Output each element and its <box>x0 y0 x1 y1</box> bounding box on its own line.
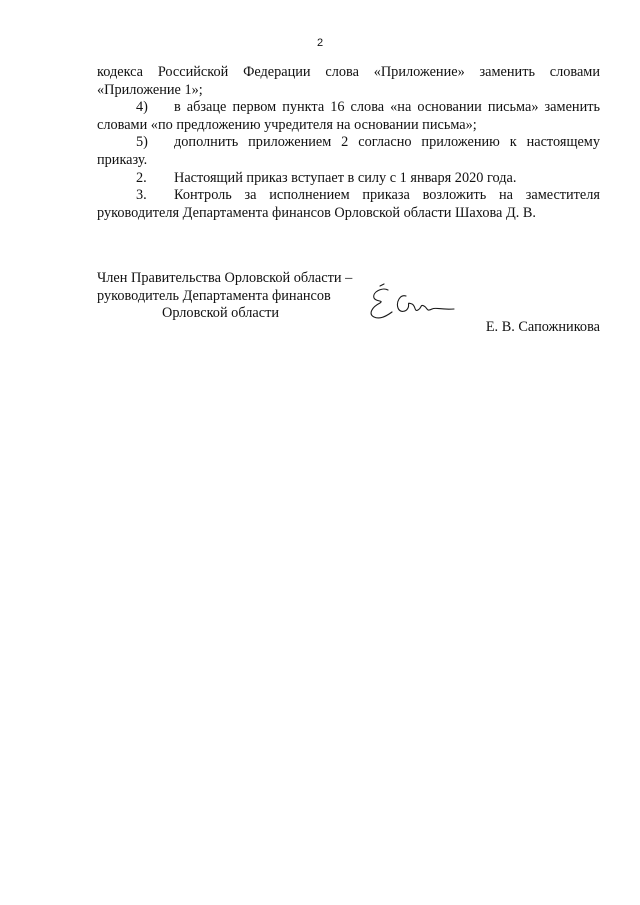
clause-number: 3. <box>136 187 147 204</box>
signatory-position-line-3: Орловской области <box>162 305 279 322</box>
paragraph-item-5 <box>97 134 600 169</box>
signature-block <box>97 270 600 336</box>
item-number: 5) <box>136 134 148 151</box>
page-number: 2 <box>316 37 324 49</box>
paragraph-clause-3 <box>97 187 600 222</box>
paragraph-item-4 <box>97 99 600 134</box>
item-number: 4) <box>136 99 148 116</box>
clause-text: Контроль за исполнением приказа возложить на заместителя руководителя Департамента финансов Орловской области Шахова Д. В. <box>97 187 600 221</box>
clause-text: Настоящий приказ вступает в силу с 1 января 2020 года. <box>174 169 517 186</box>
document-body <box>97 64 600 222</box>
paragraph-clause-2 <box>97 170 600 188</box>
signatory-position-line-2: руководитель Департамента финансов <box>97 287 331 304</box>
item-text: дополнить приложением 2 согласно приложению к настоящему приказу. <box>97 134 600 168</box>
item-text: в абзаце первом пункта 16 слова «на основании письма» заменить словами «по предложению учредителя на основании письма»; <box>97 99 600 133</box>
handwritten-signature <box>366 282 461 322</box>
signatory-position-line-1: Член Правительства Орловской области – <box>97 270 353 286</box>
clause-number: 2. <box>136 169 147 186</box>
signatory-name: Е. В. Сапожникова <box>485 319 600 336</box>
paragraph-continuation: кодекса Российской Федерации слова «Приложение» заменить словами «Приложение 1»; <box>97 64 600 98</box>
